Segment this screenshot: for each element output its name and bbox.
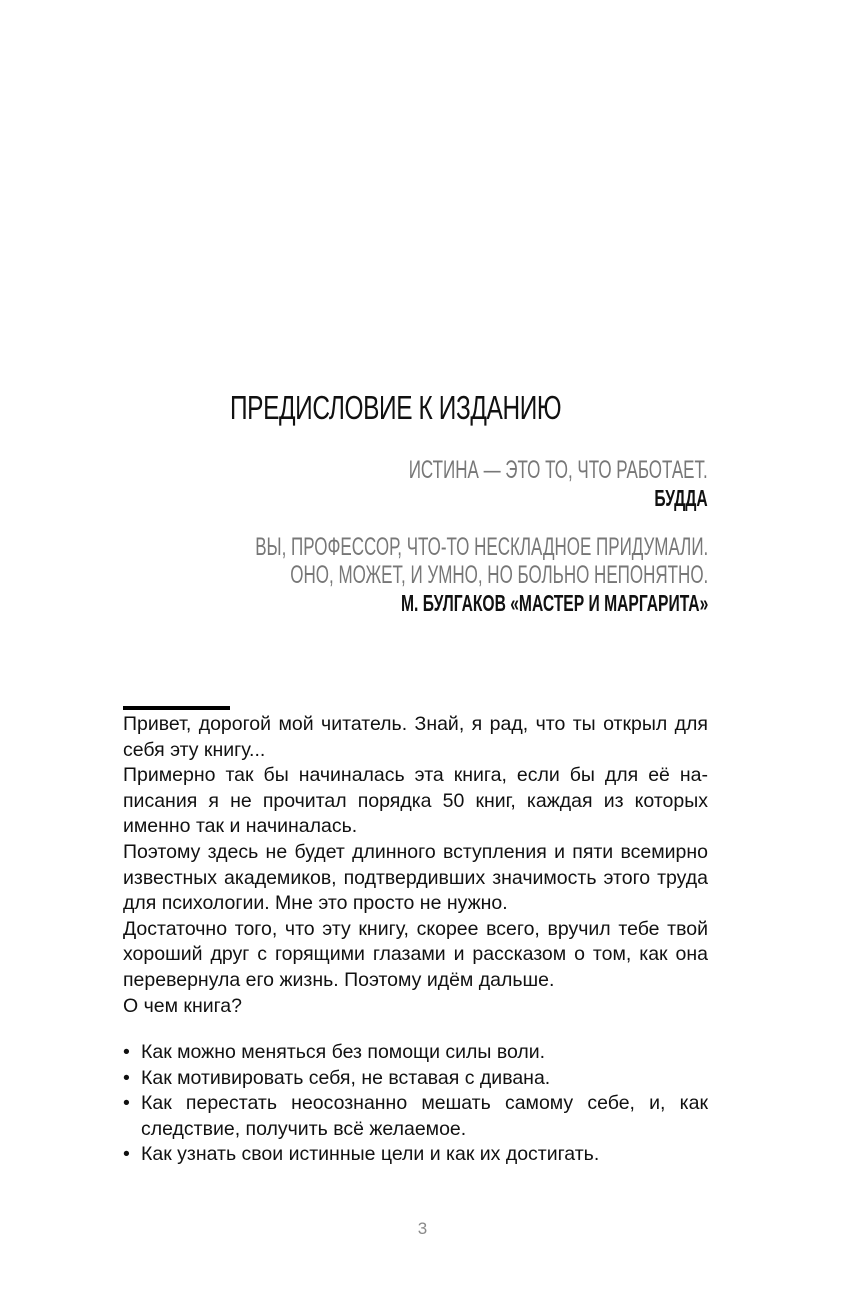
epigraph-quote-line: ИСТИНА — ЭТО ТО, ЧТО РАБОТАЕТ. — [408, 456, 708, 484]
paragraph-text: Достаточно того, что эту книгу, скорее всего, вручил тебе твой хороший друг с горящими глазами и рассказом о том, как она перевернула его жизнь. Поэтому идём дальше. — [123, 917, 708, 991]
epigraph-author: М. БУЛГАКОВ «МАСТЕР И МАРГАРИТА» — [400, 590, 708, 616]
epigraph-quote-line: ВЫ, ПРОФЕССОР, ЧТО-ТО НЕСКЛАДНОЕ ПРИДУМАЛИ. — [254, 533, 708, 561]
chapter-heading: ПРЕДИСЛОВИЕ К ИЗДАНИЮ — [230, 389, 562, 426]
list-item — [123, 1142, 708, 1168]
paragraph-text: Примерно так бы начиналась эта книга, если бы для её написания я не прочитал порядка 50 книг, каждая из которых именно так и начиналась. — [123, 764, 708, 838]
page-number: 3 — [417, 1219, 428, 1238]
paragraph — [123, 840, 708, 917]
list-item — [123, 1040, 708, 1066]
epigraph-bulgakov — [42, 533, 708, 617]
paragraph-text: О чем книга? — [123, 994, 242, 1017]
list-item-text: Как узнать свои истинные цели и как их достигать. — [141, 1143, 600, 1166]
bullet-icon: • — [123, 1092, 130, 1115]
paragraph — [123, 763, 708, 840]
epigraph-author: БУДДА — [654, 485, 708, 511]
paragraph — [123, 994, 708, 1020]
list-item-text: Как мотивировать себя, не вставая с дивана. — [141, 1066, 551, 1089]
list-item — [123, 1066, 708, 1092]
paragraph — [123, 917, 708, 994]
body-text — [123, 712, 708, 1019]
list-item — [123, 1091, 708, 1142]
bullet-icon: • — [123, 1066, 130, 1089]
section-divider — [123, 706, 230, 710]
paragraph — [123, 712, 708, 763]
bullet-icon: • — [123, 1041, 130, 1063]
epigraph-quote-line: ОНО, МОЖЕТ, И УМНО, НО БОЛЬНО НЕПОНЯТНО. — [290, 561, 708, 589]
bullet-icon: • — [123, 1143, 130, 1166]
list-item-text: Как можно меняться без помощи силы воли. — [141, 1041, 546, 1063]
paragraph-text: Поэтому здесь не будет длинного вступления и пяти всемирно известных академиков, подтвердивших значимость этого труда для психологии. Мне это просто не нужно. — [123, 840, 708, 915]
list-item-text: Как перестать неосознанно мешать самому себе, и, как следствие, получить всё желаемое. — [141, 1092, 708, 1140]
bullet-list — [123, 1040, 708, 1168]
epigraph-buddha — [268, 456, 708, 512]
paragraph-text: Привет, дорогой мой читатель. Знай, я рад, что ты открыл для себя эту книгу... — [123, 713, 708, 761]
